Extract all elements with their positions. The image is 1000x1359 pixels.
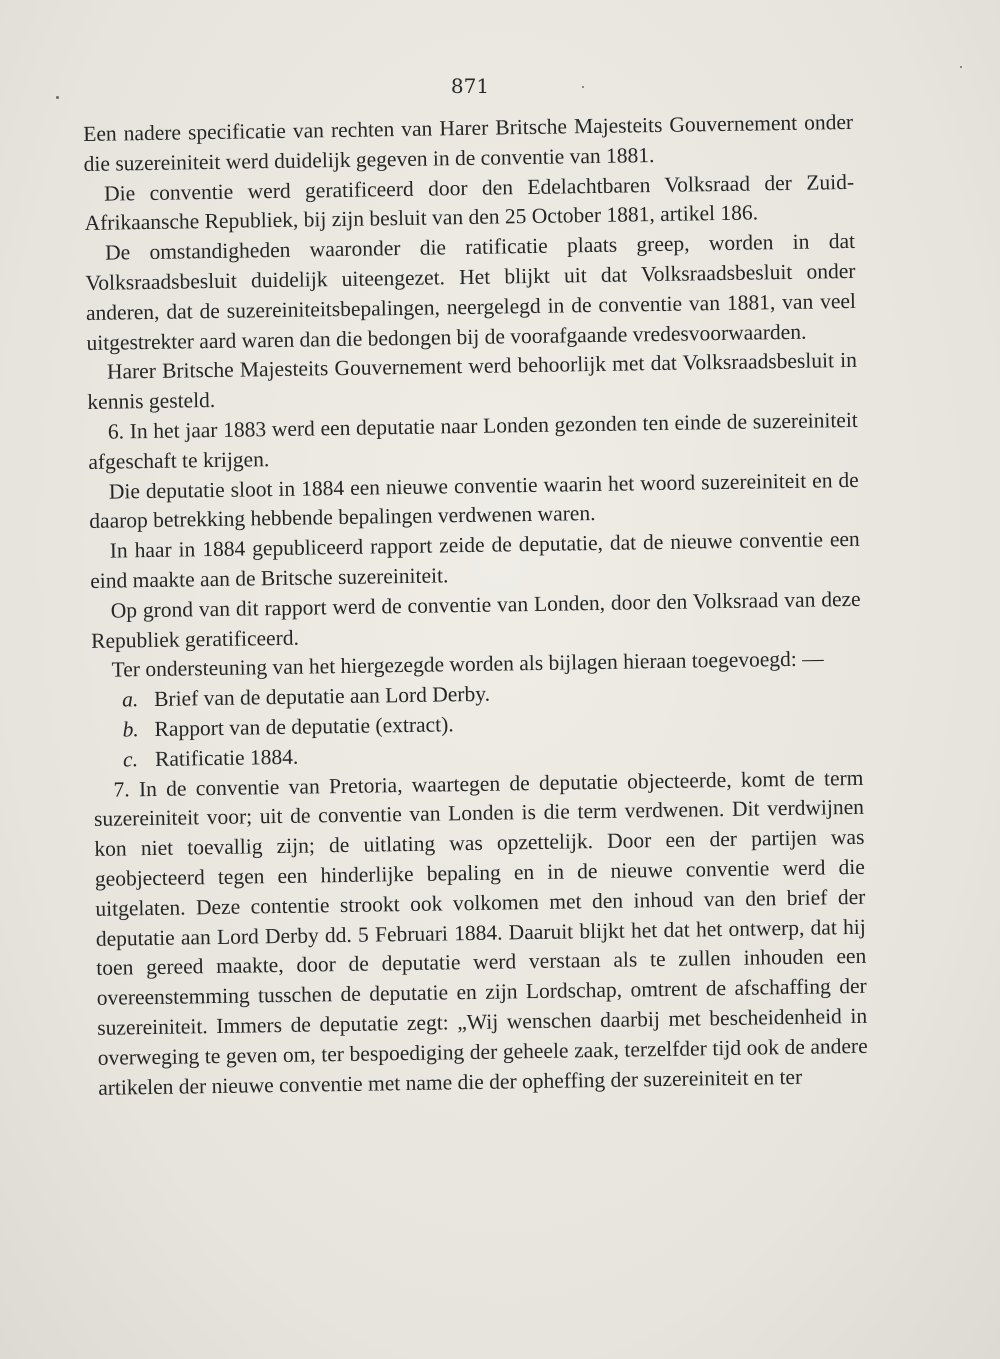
body-text <box>83 108 868 1103</box>
paragraph: Die conventie werd geratificeerd door den Edelachtbaren Volksraad der Zuid-Afrikaansche Republiek, bij zijn besluit van den 25 October 1881, artikel 186. <box>84 169 855 236</box>
paragraph: Die deputatie sloot in 1884 een nieuwe conventie waarin het woord suzereiniteit en de daarop betrekking hebbende bepalingen verdwenen waren. <box>89 467 859 534</box>
paragraph: Ter ondersteuning van het hiergezegde worden als bijlagen hieraan toegevoegd: — <box>111 646 824 682</box>
paragraph-section-7: 7. In de conventie van Pretoria, waartegen de deputatie objecteerde, komt de term suzereiniteit voor; uit de conventie van Londen is die term verdwenen. Dit verdwijnen kon niet toevallig zijn; de uitlating was opzettelijk. Door een der partijen was geobjecteerd tegen een hinderlijke bepaling en in de nieuwe conventie werd die uitgelaten. Deze contentie strookt ook volkomen met den inhoud van den brief der deputatie aan Lord Derby dd. 5 Februari 1884. Daaruit blijkt het dat het ontwerp, dat hij toen gereed maakte, door de deputatie werd verstaan als te zullen inhouden een overeenstemming tusschen de deputatie en zijn Lordschap, omtrent de afschaffing der suzereiniteit. Immers de deputatie zegt: „Wij wenschen daarbij met bescheidenheid in overweging te geven om, ter bespoediging der geheele zaak, terzelfder tijd ook de andere artikelen der nieuwe conventie met name die der opheffing der suzereiniteit en ter <box>93 765 868 1100</box>
paragraph-section-6: 6. In het jaar 1883 werd een deputatie naar Londen gezonden ten einde de suzereiniteit afgeschaft te krijgen. <box>88 407 858 474</box>
paragraph: Een nadere specificatie van rechten van Harer Britsche Majesteits Gouvernement onder die suzereiniteit werd duidelijk gegeven in de conventie van 1881. <box>83 109 854 176</box>
list-marker: a. <box>121 687 139 712</box>
list-item-text: Ratificatie 1884. <box>154 744 299 771</box>
list-marker: c. <box>122 746 139 772</box>
paragraph: Harer Britsche Majesteits Gouvernement werd behoorlijk met dat Volksraadsbesluit in kennis gesteld. <box>87 348 858 415</box>
paragraph: In haar in 1884 gepubliceerd rapport zeide de deputatie, dat de nieuwe conventie een eind maakte aan de Britsche suzereiniteit. <box>90 527 860 593</box>
paper-speck <box>960 66 962 68</box>
page-number: 871 <box>450 74 490 98</box>
paragraph: Op grond van dit rapport werd de conventie van Londen, door den Volksraad van deze Republiek geratificeerd. <box>90 586 861 653</box>
paragraph: De omstandigheden waaronder die ratificatie plaats greep, worden in dat Volksraadsbesluit duidelijk uiteengezet. Het blijkt uit dat Volksraadsbesluit onder anderen, dat de suzereiniteitsbepalingen, neergelegd in de conventie van 1881, van veel uitgestrekter aard waren dan die bedongen bij de voorafgaande vredesvoorwaarden. <box>85 229 857 355</box>
list-item-text: Rapport van de deputatie (extract). <box>154 712 454 741</box>
list-marker: b. <box>122 717 139 742</box>
list-item-text: Brief van de deputatie aan Lord Derby. <box>153 681 491 712</box>
